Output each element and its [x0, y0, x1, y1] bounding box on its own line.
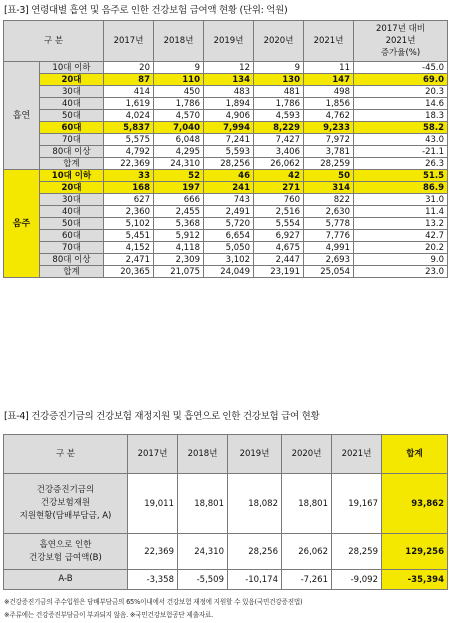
value-cell: 8,229 [254, 122, 304, 134]
change-rate-cell: 31.0 [354, 194, 448, 206]
value-cell: 4,792 [104, 146, 154, 158]
t4-header-year-2021: 2021년 [332, 435, 382, 474]
value-cell: 4,675 [254, 242, 304, 254]
table-row [4, 170, 448, 182]
total-cell: -35,394 [382, 570, 448, 590]
change-rate-cell: 58.2 [354, 122, 448, 134]
table-row [4, 218, 448, 230]
value-cell: 22,369 [128, 534, 178, 570]
value-cell: 24,310 [178, 534, 228, 570]
value-cell: 822 [304, 194, 354, 206]
table-row [4, 74, 448, 86]
value-cell: -7,261 [282, 570, 332, 590]
table-row [4, 194, 448, 206]
footnote-2: ※주류에는 건강증진부담금이 부과되지 않음. ※국민건강보험공단 제출자료. [4, 611, 214, 619]
table-row [4, 534, 448, 570]
value-cell: 4,024 [104, 110, 154, 122]
value-cell: 2,630 [304, 206, 354, 218]
value-cell: 42 [254, 170, 304, 182]
value-cell: 7,972 [304, 134, 354, 146]
value-cell: 28,259 [332, 534, 382, 570]
t4-header-year-2020: 2020년 [282, 435, 332, 474]
value-cell: 23,191 [254, 266, 304, 278]
value-cell: 28,256 [204, 158, 254, 170]
value-cell: 241 [204, 182, 254, 194]
value-cell: 130 [254, 74, 304, 86]
value-cell: 24,310 [154, 158, 204, 170]
value-cell: 87 [104, 74, 154, 86]
value-cell: 5,837 [104, 122, 154, 134]
table-row [4, 254, 448, 266]
change-rate-cell: 86.9 [354, 182, 448, 194]
value-cell: 314 [304, 182, 354, 194]
table-row [4, 230, 448, 242]
change-rate-cell: 11.4 [354, 206, 448, 218]
value-cell: 7,040 [154, 122, 204, 134]
header-year-2017: 2017년 [104, 21, 154, 62]
header-change-rate: 2017년 대비 2021년 증가율(%) [354, 21, 448, 62]
value-cell: 4,152 [104, 242, 154, 254]
age-group-label: 합계 [40, 266, 104, 278]
value-cell: 52 [154, 170, 204, 182]
change-rate-cell: 20.2 [354, 242, 448, 254]
age-group-label: 80대 이상 [40, 254, 104, 266]
age-group-label: 70대 [40, 242, 104, 254]
value-cell: 2,309 [154, 254, 204, 266]
value-cell: 50 [304, 170, 354, 182]
table-row [4, 158, 448, 170]
value-cell: 3,406 [254, 146, 304, 158]
value-cell: 6,654 [204, 230, 254, 242]
value-cell: 2,455 [154, 206, 204, 218]
value-cell: 168 [104, 182, 154, 194]
value-cell: 414 [104, 86, 154, 98]
age-group-label: 50대 [40, 218, 104, 230]
value-cell: 5,778 [304, 218, 354, 230]
change-rate-cell: 42.7 [354, 230, 448, 242]
health-fund-support-table [3, 434, 448, 590]
value-cell: 2,360 [104, 206, 154, 218]
age-group-label: 50대 [40, 110, 104, 122]
age-group-label: 10대 이하 [40, 62, 104, 74]
value-cell: 12 [204, 62, 254, 74]
age-group-label: 20대 [40, 182, 104, 194]
change-rate-cell: 26.3 [354, 158, 448, 170]
value-cell: 1,894 [204, 98, 254, 110]
value-cell: 20 [104, 62, 154, 74]
value-cell: 19,167 [332, 474, 382, 534]
age-group-label: 80대 이상 [40, 146, 104, 158]
value-cell: 5,575 [104, 134, 154, 146]
value-cell: 4,762 [304, 110, 354, 122]
value-cell: 24,049 [204, 266, 254, 278]
value-cell: 5,102 [104, 218, 154, 230]
age-group-label: 70대 [40, 134, 104, 146]
row-label: 건강증진기금의 건강보험재원 지원현황(담배부담금, A) [4, 474, 128, 534]
value-cell: 1,619 [104, 98, 154, 110]
table-row [4, 86, 448, 98]
value-cell: 743 [204, 194, 254, 206]
value-cell: 26,062 [282, 534, 332, 570]
value-cell: 7,994 [204, 122, 254, 134]
value-cell: 4,991 [304, 242, 354, 254]
value-cell: 5,554 [254, 218, 304, 230]
change-rate-cell: 69.0 [354, 74, 448, 86]
table4-title: [표-4] 건강증진기금의 건강보험 재정지원 및 흡연으로 인한 건강보험 급여 현황 [4, 411, 320, 422]
age-group-label: 30대 [40, 86, 104, 98]
age-group-label: 합계 [40, 158, 104, 170]
change-rate-cell: 20.3 [354, 86, 448, 98]
value-cell: 28,256 [228, 534, 282, 570]
value-cell: 18,801 [282, 474, 332, 534]
value-cell: 3,102 [204, 254, 254, 266]
value-cell: 5,050 [204, 242, 254, 254]
age-group-label: 30대 [40, 194, 104, 206]
table-row [4, 110, 448, 122]
t4-header-category: 구 분 [4, 435, 128, 474]
value-cell: 2,471 [104, 254, 154, 266]
value-cell: 2,447 [254, 254, 304, 266]
value-cell: 46 [204, 170, 254, 182]
value-cell: 760 [254, 194, 304, 206]
row-label: 흡연으로 인한 건강보험 급여액(B) [4, 534, 128, 570]
value-cell: 9 [154, 62, 204, 74]
value-cell: 483 [204, 86, 254, 98]
value-cell: 2,491 [204, 206, 254, 218]
t4-header-year-2018: 2018년 [178, 435, 228, 474]
table-row [4, 242, 448, 254]
value-cell: 271 [254, 182, 304, 194]
table-row [4, 98, 448, 110]
age-group-label: 40대 [40, 206, 104, 218]
t4-header-total: 합계 [382, 435, 448, 474]
value-cell: -5,509 [178, 570, 228, 590]
change-rate-cell: 23.0 [354, 266, 448, 278]
table-row [4, 122, 448, 134]
value-cell: 20,365 [104, 266, 154, 278]
header-category: 구 분 [4, 21, 104, 62]
group-label: 흡연 [4, 62, 40, 170]
value-cell: 1,856 [304, 98, 354, 110]
value-cell: 18,082 [228, 474, 282, 534]
total-cell: 93,862 [382, 474, 448, 534]
value-cell: 9,233 [304, 122, 354, 134]
header-year-2018: 2018년 [154, 21, 204, 62]
value-cell: -10,174 [228, 570, 282, 590]
group-label: 음주 [4, 170, 40, 278]
value-cell: 18,801 [178, 474, 228, 534]
header-year-2020: 2020년 [254, 21, 304, 62]
value-cell: 134 [204, 74, 254, 86]
value-cell: 4,593 [254, 110, 304, 122]
table-row [4, 206, 448, 218]
value-cell: 25,054 [304, 266, 354, 278]
value-cell: 1,786 [254, 98, 304, 110]
value-cell: 6,048 [154, 134, 204, 146]
value-cell: 7,427 [254, 134, 304, 146]
age-group-label: 40대 [40, 98, 104, 110]
total-cell: 129,256 [382, 534, 448, 570]
table-row [4, 182, 448, 194]
value-cell: 19,011 [128, 474, 178, 534]
value-cell: 481 [254, 86, 304, 98]
table-row [4, 570, 448, 590]
value-cell: 22,369 [104, 158, 154, 170]
table-row [4, 474, 448, 534]
value-cell: 4,906 [204, 110, 254, 122]
value-cell: 5,451 [104, 230, 154, 242]
value-cell: 2,516 [254, 206, 304, 218]
age-group-label: 60대 [40, 230, 104, 242]
change-rate-cell: 13.2 [354, 218, 448, 230]
value-cell: 110 [154, 74, 204, 86]
table4-header-row [4, 435, 448, 474]
change-rate-cell: 18.3 [354, 110, 448, 122]
smoking-drinking-by-age-table [3, 20, 448, 278]
table-row [4, 134, 448, 146]
t4-header-year-2019: 2019년 [228, 435, 282, 474]
change-rate-cell: 43.0 [354, 134, 448, 146]
table-row [4, 146, 448, 158]
value-cell: 28,259 [304, 158, 354, 170]
age-group-label: 60대 [40, 122, 104, 134]
change-rate-cell: 51.5 [354, 170, 448, 182]
value-cell: 6,927 [254, 230, 304, 242]
value-cell: 9 [254, 62, 304, 74]
value-cell: 147 [304, 74, 354, 86]
header-year-2019: 2019년 [204, 21, 254, 62]
value-cell: 498 [304, 86, 354, 98]
table3-header-row [4, 21, 448, 62]
value-cell: 627 [104, 194, 154, 206]
value-cell: 2,693 [304, 254, 354, 266]
change-rate-cell: 9.0 [354, 254, 448, 266]
value-cell: 4,570 [154, 110, 204, 122]
value-cell: -3,358 [128, 570, 178, 590]
value-cell: 26,062 [254, 158, 304, 170]
value-cell: 5,368 [154, 218, 204, 230]
change-rate-cell: -45.0 [354, 62, 448, 74]
value-cell: 5,720 [204, 218, 254, 230]
value-cell: 11 [304, 62, 354, 74]
table3-title: [표-3] 연령대별 흡연 및 음주로 인한 건강보험 급여액 현황 (단위: 억원) [4, 5, 288, 16]
row-label: A-B [4, 570, 128, 590]
value-cell: 7,241 [204, 134, 254, 146]
value-cell: 4,118 [154, 242, 204, 254]
footnote-1: ※건강증진기금의 주수입원은 담배부담금의 65%이내에서 건강보험 재정에 지원할 수 있음(국민건강증진법) [4, 598, 303, 606]
value-cell: 7,776 [304, 230, 354, 242]
value-cell: 5,912 [154, 230, 204, 242]
age-group-label: 20대 [40, 74, 104, 86]
header-year-2021: 2021년 [304, 21, 354, 62]
change-rate-cell: -21.1 [354, 146, 448, 158]
change-rate-cell: 14.6 [354, 98, 448, 110]
value-cell: -9,092 [332, 570, 382, 590]
value-cell: 21,075 [154, 266, 204, 278]
value-cell: 33 [104, 170, 154, 182]
age-group-label: 10대 이하 [40, 170, 104, 182]
value-cell: 1,786 [154, 98, 204, 110]
value-cell: 197 [154, 182, 204, 194]
value-cell: 666 [154, 194, 204, 206]
value-cell: 450 [154, 86, 204, 98]
t4-header-year-2017: 2017년 [128, 435, 178, 474]
value-cell: 3,781 [304, 146, 354, 158]
value-cell: 5,593 [204, 146, 254, 158]
table-row [4, 62, 448, 74]
value-cell: 4,295 [154, 146, 204, 158]
table-row [4, 266, 448, 278]
